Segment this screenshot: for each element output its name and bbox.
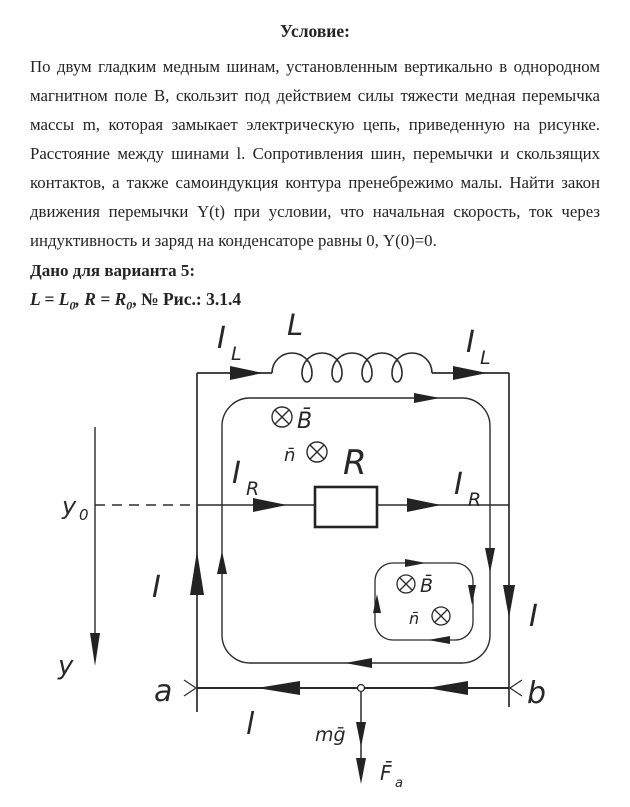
y0-label: y: [62, 492, 77, 520]
contour-arrow: [217, 551, 227, 574]
contour-arrow: [414, 393, 440, 403]
paragraph-line: движения перемычки Y(t) при условии, что начальная скорость, ток через: [30, 202, 600, 221]
contour-arrow: [485, 548, 495, 573]
current-L-right-label: I: [466, 325, 475, 360]
emf-contour: [222, 398, 490, 663]
flux-into-page-icon: [432, 607, 450, 625]
problem-title: Условие:: [280, 21, 350, 41]
paragraph-line: магнитном поле В, скользит под действием силы тяжести медная перемычка: [30, 86, 600, 105]
current-arrow: [503, 585, 515, 618]
current-arrow: [253, 498, 287, 512]
y-axis-label: y: [58, 651, 74, 681]
current-L-left-label: I: [217, 321, 226, 356]
tick-b: [510, 680, 522, 696]
gravity-arrow: [356, 722, 366, 747]
gravity-label: mḡ: [315, 724, 346, 746]
formula-part: L = L: [30, 289, 70, 309]
flux-into-page-icon: [272, 407, 292, 427]
inductor-label: L: [287, 308, 304, 342]
formula-part: , R = R: [75, 289, 127, 309]
ampere-force-arrow: [356, 758, 366, 784]
bar-center-point: [358, 685, 365, 692]
inductor-coil: [272, 353, 432, 382]
bar-length-label: l: [246, 707, 255, 742]
ampere-force-sub: a: [395, 776, 403, 791]
current-R-left-label: I: [232, 456, 241, 491]
resistor-big-label: R: [343, 443, 367, 483]
contour-arrow: [428, 636, 450, 644]
point-a-label: a: [154, 674, 173, 709]
y0-sub: 0: [79, 506, 89, 524]
current-arrow: [190, 551, 204, 595]
flux-into-page-icon: [397, 575, 415, 593]
contour-arrow: [468, 585, 476, 605]
resistor-box: [315, 487, 377, 527]
current-arrow: [427, 681, 468, 695]
flux-b-bottom-label: B̄: [420, 575, 434, 597]
contour-arrow: [373, 594, 381, 613]
flux-b-top-label: B̄: [297, 409, 313, 434]
paragraph-line: контактов, а также самоиндукция контура пренебрежимо малы. Найти закон: [30, 173, 600, 192]
current-arrow: [407, 498, 441, 512]
current-R-right-sub: R: [468, 489, 482, 511]
contour-arrow: [405, 559, 426, 567]
point-b-label: b: [527, 676, 547, 711]
flux-into-page-icon: [307, 442, 327, 462]
current-R-right-label: I: [454, 467, 463, 502]
tick-a: [184, 680, 196, 696]
paragraph-line: Расстояние между шинами l. Сопротивления шин, перемычки и скользящих: [30, 144, 600, 163]
contour-arrow: [345, 658, 372, 668]
flux-n-top-label: n̄: [284, 445, 296, 466]
paragraph-line: По двум гладким медным шинам, установленным вертикально в однородном: [30, 57, 600, 76]
formula-subscript: 0: [69, 298, 76, 313]
formula-subscript: 0: [126, 298, 133, 313]
ampere-force-label: F̄: [380, 761, 392, 785]
current-arrow: [230, 366, 263, 380]
paragraph-line: индуктивность и заряд на конденсаторе равны 0, Y(0)=0.: [30, 231, 437, 250]
current-arrow: [257, 681, 300, 695]
given-heading: Дано для варианта 5:: [30, 261, 196, 280]
current-L-left-sub: L: [231, 343, 242, 365]
rail-current-left-label: I: [152, 570, 161, 605]
rail-current-right-label: I: [529, 599, 538, 634]
formula-part: , № Рис.: 3.1.4: [132, 289, 242, 309]
flux-n-bottom-label: n̄: [409, 609, 420, 628]
paragraph-line: массы m, которая замыкает электрическую цепь, приведенную на рисунке.: [30, 115, 600, 134]
current-L-right-sub: L: [480, 347, 491, 369]
y-axis-arrow: [90, 633, 100, 666]
current-R-left-sub: R: [246, 478, 260, 500]
